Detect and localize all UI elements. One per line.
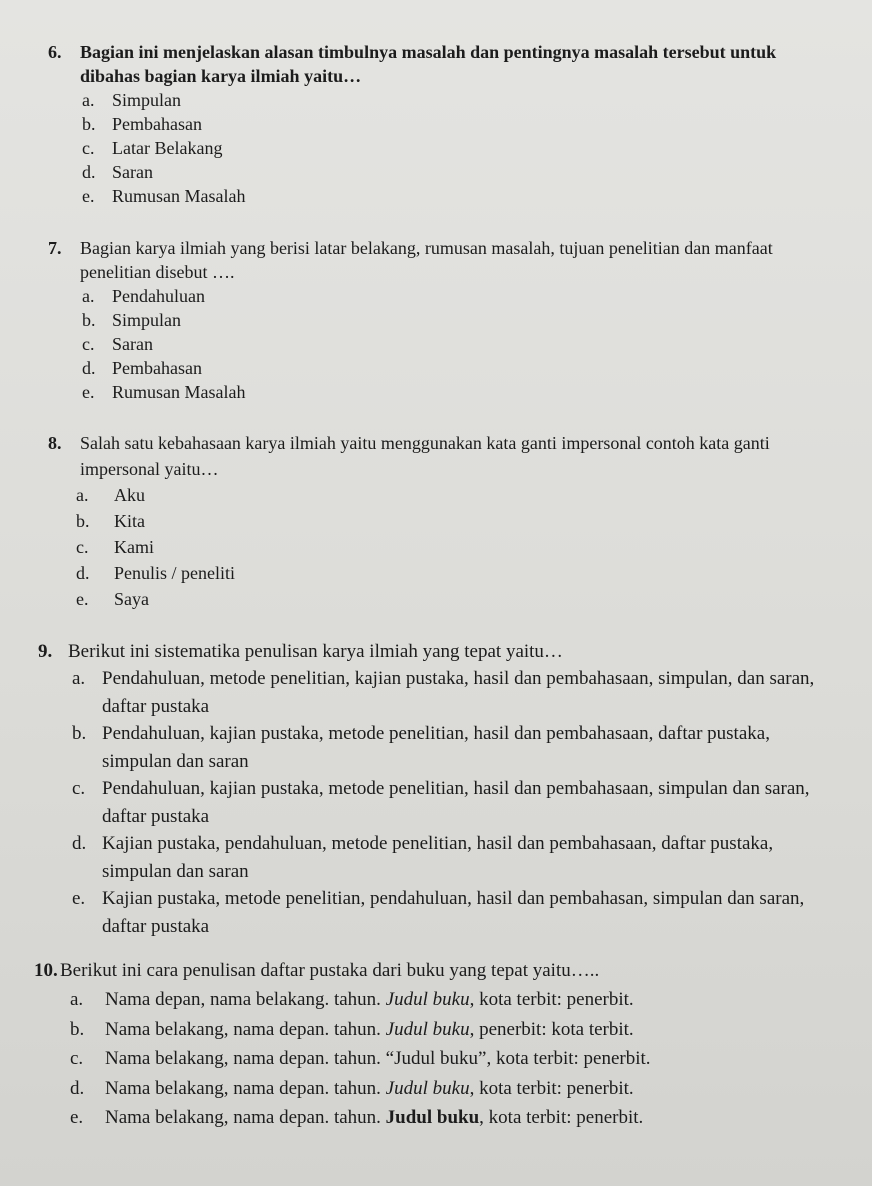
question-7: [0, 236, 872, 404]
option-list: [0, 665, 872, 940]
option[interactable]: b. Simpulan: [82, 310, 182, 330]
option[interactable]: c. Saran: [82, 334, 153, 354]
question-10: [0, 956, 872, 1133]
option[interactable]: a. Pendahuluan, metode penelitian, kajian pustaka, hasil dan pembahasaan, simpulan, dan saran, daftar pustaka: [72, 668, 815, 717]
option[interactable]: b. Kita: [76, 511, 145, 531]
question-number: 9.: [38, 641, 53, 662]
question-text: Bagian ini menjelaskan alasan timbulnya masalah dan pentingnya masalah tersebut untuk dibahas bagian karya ilmiah yaitu…: [80, 42, 777, 86]
option[interactable]: d. Penulis / peneliti: [76, 563, 235, 583]
option[interactable]: b. Pendahuluan, kajian pustaka, metode penelitian, hasil dan pembahasaan, daftar pustaka, simpulan dan saran: [72, 723, 770, 772]
option-list: [0, 985, 872, 1133]
option[interactable]: d. Pembahasan: [82, 358, 202, 378]
option[interactable]: e. Rumusan Masalah: [82, 382, 246, 402]
option[interactable]: c. Kami: [76, 537, 154, 557]
option[interactable]: e. Saya: [76, 589, 149, 609]
question-number: 6.: [48, 42, 62, 62]
option[interactable]: b. Nama belakang, nama depan. tahun. Judul buku, penerbit: kota terbit.: [70, 1018, 634, 1040]
option[interactable]: c. Nama belakang, nama depan. tahun. “Judul buku”, kota terbit: penerbit.: [70, 1048, 651, 1069]
question-text: Bagian karya ilmiah yang berisi latar belakang, rumusan masalah, tujuan penelitian dan manfaat penelitian disebut ….: [80, 238, 773, 282]
question-number: 8.: [48, 433, 62, 453]
option-list: [0, 482, 872, 612]
option[interactable]: d. Kajian pustaka, pendahuluan, metode penelitian, hasil dan pembahasaan, daftar pustaka, simpulan dan saran: [72, 833, 774, 882]
option-list: [0, 88, 872, 208]
option[interactable]: e. Kajian pustaka, metode penelitian, pendahuluan, hasil dan pembahasan, simpulan dan saran, daftar pustaka: [72, 888, 805, 937]
question-text: Berikut ini cara penulisan daftar pustaka dari buku yang tepat yaitu…..: [60, 960, 600, 981]
option[interactable]: e. Rumusan Masalah: [82, 186, 246, 206]
option[interactable]: e. Nama belakang, nama depan. tahun. Judul buku, kota terbit: penerbit.: [70, 1107, 644, 1128]
option[interactable]: b. Pembahasan: [82, 114, 202, 134]
question-stem: [0, 236, 872, 284]
question-number: 10.: [34, 960, 58, 981]
question-number: 7.: [48, 238, 62, 258]
question-text: Salah satu kebahasaan karya ilmiah yaitu menggunakan kata ganti impersonal contoh kata ganti impersonal yaitu…: [80, 433, 770, 479]
option[interactable]: a. Aku: [76, 485, 145, 505]
question-stem: [0, 956, 872, 985]
option[interactable]: c. Pendahuluan, kajian pustaka, metode penelitian, hasil dan pembahasaan, simpulan dan saran, daftar pustaka: [72, 778, 810, 827]
question-stem: [0, 430, 872, 482]
question-9: [0, 638, 872, 940]
option[interactable]: a. Simpulan: [82, 90, 182, 110]
option[interactable]: d. Saran: [82, 162, 153, 182]
question-stem: [0, 638, 872, 665]
option[interactable]: a. Pendahuluan: [82, 286, 205, 306]
question-text: Berikut ini sistematika penulisan karya ilmiah yang tepat yaitu…: [68, 641, 563, 662]
question-stem: [0, 40, 872, 88]
option[interactable]: c. Latar Belakang: [82, 138, 223, 158]
option[interactable]: d. Nama belakang, nama depan. tahun. Judul buku, kota terbit: penerbit.: [70, 1077, 634, 1099]
question-6: [0, 40, 872, 208]
option[interactable]: a. Nama depan, nama belakang. tahun. Judul buku, kota terbit: penerbit.: [70, 989, 634, 1010]
question-8: [0, 430, 872, 612]
option-list: [0, 284, 872, 404]
